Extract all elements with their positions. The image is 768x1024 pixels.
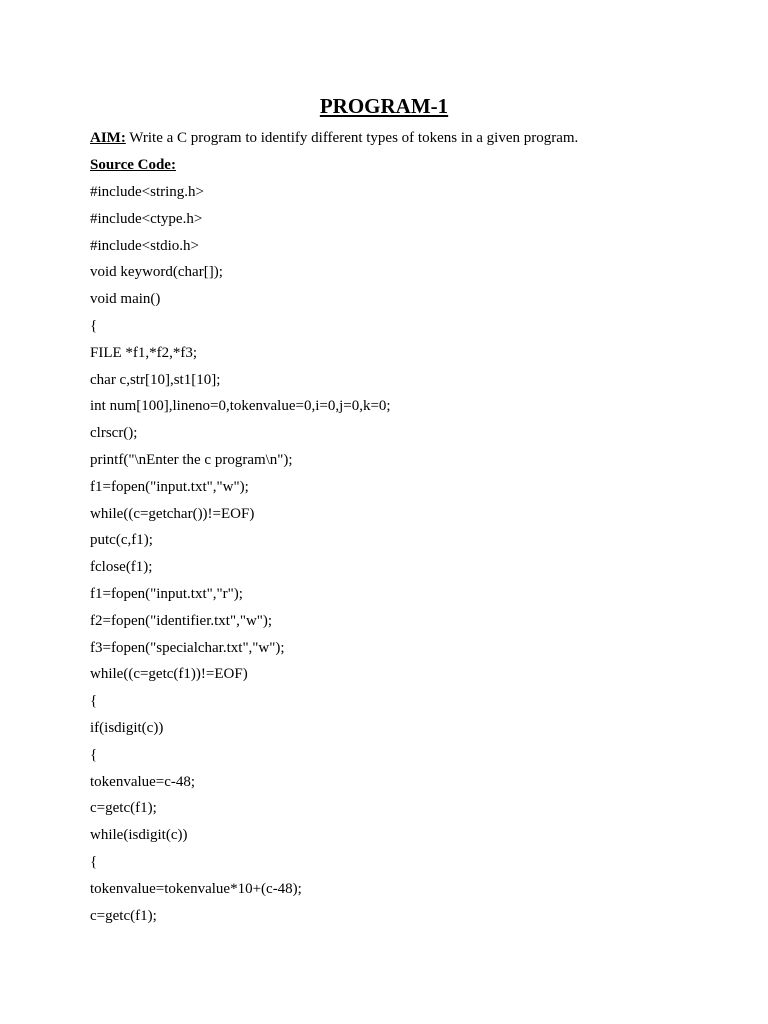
code-line: {	[90, 853, 98, 870]
code-line: tokenvalue=c-48;	[90, 773, 196, 790]
code-line: {	[90, 317, 98, 334]
code-line: clrscr();	[90, 425, 138, 442]
source-code-block	[90, 182, 750, 932]
source-code-heading: Source Code:	[90, 157, 176, 173]
code-line: char c,str[10],st1[10];	[90, 371, 221, 388]
code-line: #include<string.h>	[90, 184, 204, 200]
code-line: tokenvalue=tokenvalue*10+(c-48);	[90, 880, 302, 897]
code-line: if(isdigit(c))	[90, 719, 164, 736]
code-line: while((c=getchar())!=EOF)	[90, 505, 255, 522]
code-line: FILE *f1,*f2,*f3;	[90, 344, 198, 361]
code-line: printf("\nEnter the c program\n");	[90, 451, 293, 468]
code-line: int num[100],lineno=0,tokenvalue=0,i=0,j=0,k=0;	[90, 398, 391, 415]
code-line: while((c=getc(f1))!=EOF)	[90, 666, 248, 683]
code-line: #include<ctype.h>	[90, 210, 203, 227]
code-line: f1=fopen("input.txt","w");	[90, 478, 249, 495]
code-line: while(isdigit(c))	[90, 827, 188, 844]
code-line: void main()	[90, 291, 161, 308]
code-line: fclose(f1);	[90, 559, 153, 576]
page-title: PROGRAM-1	[319, 94, 449, 118]
aim-paragraph	[90, 128, 750, 148]
code-line: f2=fopen("identifier.txt","w");	[90, 612, 273, 629]
code-line: c=getc(f1);	[90, 800, 157, 817]
aim-label: AIM:	[90, 130, 126, 146]
code-line: putc(c,f1);	[90, 532, 153, 549]
code-line: f3=fopen("specialchar.txt","w");	[90, 639, 285, 656]
aim-text: Write a C program to identify different types of tokens in a given program.	[125, 130, 579, 146]
code-line: void keyword(char[]);	[90, 264, 223, 281]
code-line: #include<stdio.h>	[90, 237, 199, 254]
code-line: {	[90, 693, 98, 710]
code-line: c=getc(f1);	[90, 907, 157, 924]
code-line: {	[90, 746, 98, 763]
code-line: f1=fopen("input.txt","r");	[90, 585, 243, 602]
